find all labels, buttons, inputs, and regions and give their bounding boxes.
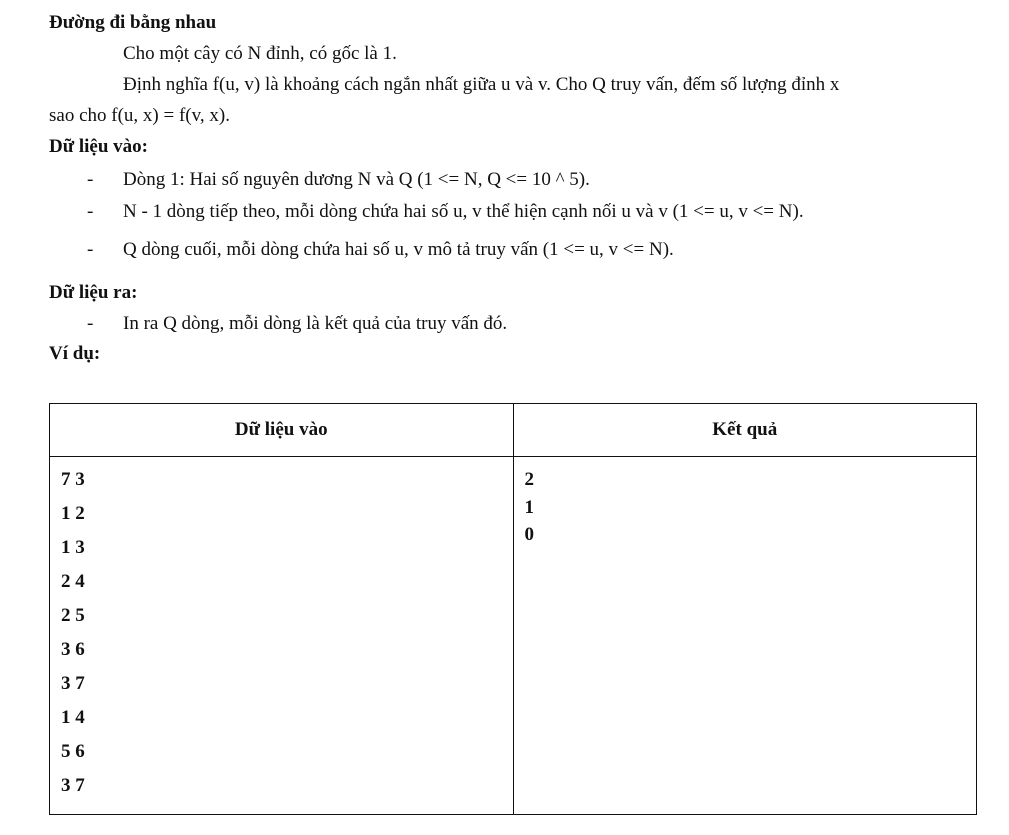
input-line: 5 6 bbox=[61, 741, 85, 762]
bullet-dash: - bbox=[87, 239, 94, 260]
output-line: 2 bbox=[524, 469, 534, 490]
output-item bbox=[87, 313, 987, 337]
col-header-output: Kết quả bbox=[513, 404, 977, 457]
example-table-row bbox=[50, 457, 977, 815]
output-line: 1 bbox=[524, 496, 534, 518]
input-item-text: N - 1 dòng tiếp theo, mỗi dòng chứa hai số u, v thể hiện cạnh nối u và v (1 <= u, v <= N). bbox=[123, 201, 804, 222]
input-item bbox=[87, 201, 987, 225]
input-item-text: Q dòng cuối, mỗi dòng chứa hai số u, v mô tả truy vấn (1 <= u, v <= N). bbox=[123, 239, 674, 260]
input-item bbox=[87, 239, 987, 263]
col-header-input: Dữ liệu vào bbox=[50, 404, 514, 457]
input-line: 3 7 bbox=[61, 775, 85, 796]
input-line: 1 4 bbox=[61, 707, 85, 728]
intro-line-2: Định nghĩa f(u, v) là khoảng cách ngắn nhất giữa u và v. Cho Q truy vấn, đếm số lượng đỉnh x bbox=[123, 74, 840, 95]
input-line: 3 7 bbox=[61, 673, 85, 694]
bullet-dash: - bbox=[87, 169, 94, 190]
output-line: 0 bbox=[524, 524, 534, 545]
input-heading: Dữ liệu vào: bbox=[49, 136, 149, 157]
input-item-text: Dòng 1: Hai số nguyên dương N và Q (1 <= N, Q <= 10 ^ 5). bbox=[123, 169, 590, 190]
example-table bbox=[49, 403, 977, 815]
input-item bbox=[87, 169, 987, 193]
example-input-cell bbox=[50, 457, 514, 815]
bullet-dash: - bbox=[87, 201, 94, 222]
bullet-dash: - bbox=[87, 313, 94, 334]
example-heading: Ví dụ: bbox=[49, 343, 101, 364]
intro-line-3: sao cho f(u, x) = f(v, x). bbox=[49, 105, 230, 126]
input-line: 2 5 bbox=[61, 605, 85, 626]
output-item-text: In ra Q dòng, mỗi dòng là kết quả của truy vấn đó. bbox=[123, 313, 508, 334]
input-line: 7 3 bbox=[61, 469, 85, 490]
problem-title: Đường đi bằng nhau bbox=[49, 12, 217, 33]
output-heading: Dữ liệu ra: bbox=[49, 282, 138, 303]
example-output-cell bbox=[513, 457, 977, 815]
intro-line-1: Cho một cây có N đỉnh, có gốc là 1. bbox=[123, 43, 397, 64]
input-line: 3 6 bbox=[61, 639, 85, 660]
input-line: 1 3 bbox=[61, 537, 85, 558]
example-table-header-row bbox=[50, 404, 977, 457]
input-line: 2 4 bbox=[61, 571, 85, 592]
input-line: 1 2 bbox=[61, 503, 85, 524]
